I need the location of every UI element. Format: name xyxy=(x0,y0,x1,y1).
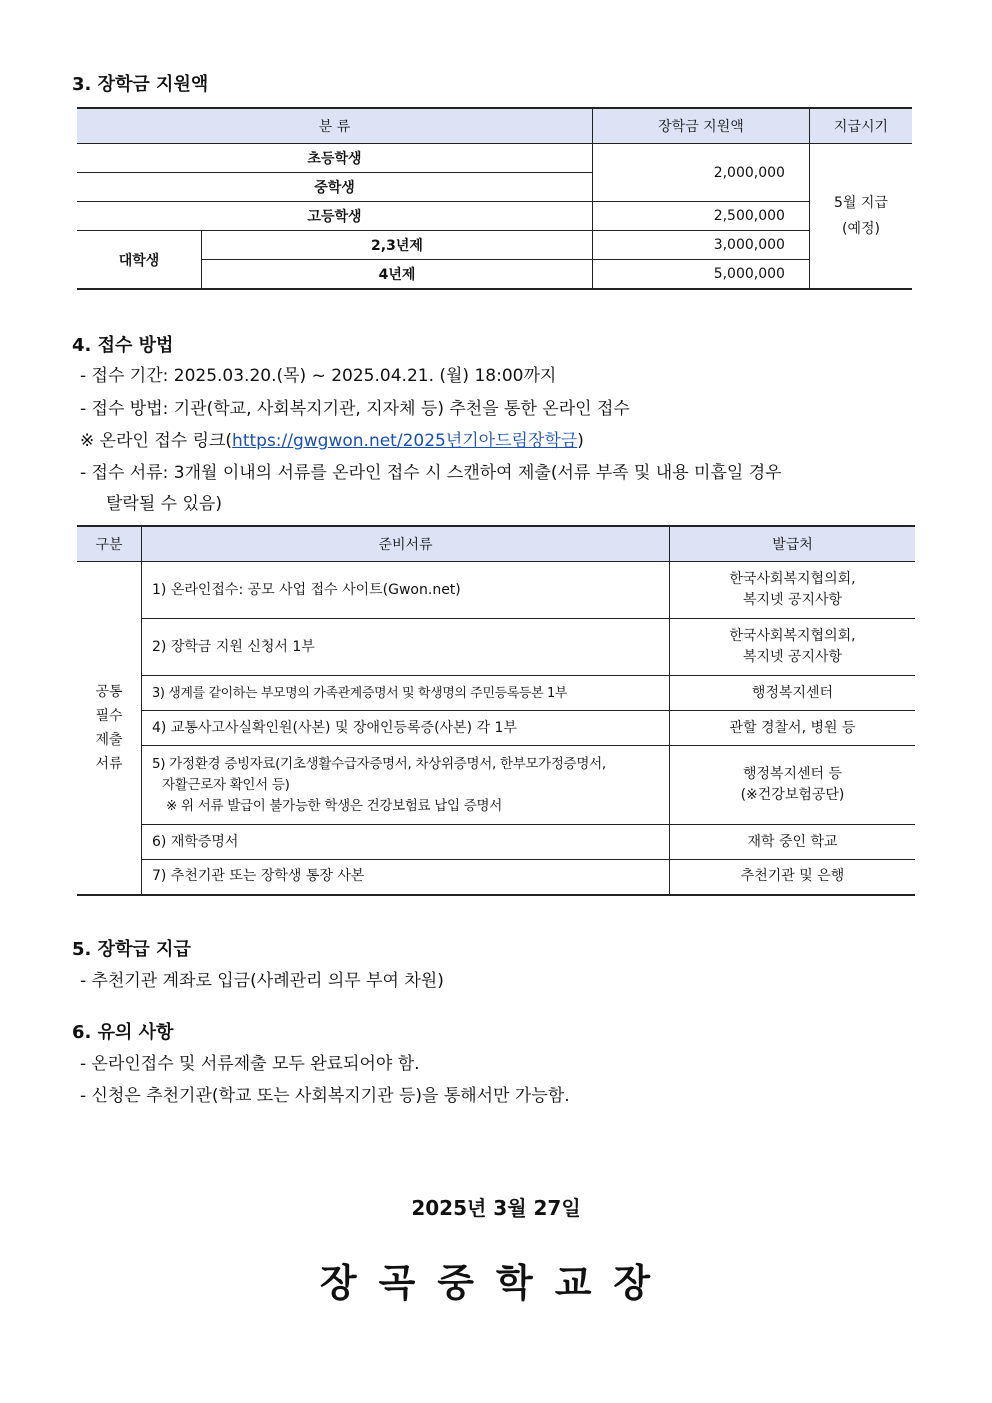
group-word-1: 공통 xyxy=(95,683,123,700)
issuer-5-line-1: 행정복지센터 등 xyxy=(742,766,843,782)
common-required-label xyxy=(77,562,142,895)
doc-7: 7) 추천기관 또는 장학생 통장 사본 xyxy=(142,860,670,895)
documents-line-1: - 접수 서류: 3개월 이내의 서류를 온라인 접수 시 스캔하여 제출(서류 부족 및 내용 미흡일 경우 xyxy=(80,463,782,483)
issuer-3: 행정복지센터 xyxy=(670,676,916,711)
payment-timing xyxy=(809,144,912,290)
scholarship-amount-table xyxy=(77,107,912,290)
issuer-5 xyxy=(670,746,916,825)
header-division: 구분 xyxy=(77,526,142,562)
doc-5-line-2: 자활근로자 확인서 등) xyxy=(162,776,290,793)
header-documents: 준비서류 xyxy=(142,526,670,562)
doc-5 xyxy=(142,746,670,825)
table-row xyxy=(77,562,915,619)
required-documents-table xyxy=(77,525,915,896)
note-2: - 신청은 추천기관(학교 또는 사회복지기관 등)을 통해서만 가능함. xyxy=(80,1086,570,1106)
issuer-1 xyxy=(670,562,916,619)
issuer-6: 재학 중인 학교 xyxy=(670,825,916,860)
category-high: 고등학생 xyxy=(77,202,592,231)
category-university: 대학생 xyxy=(77,231,202,290)
online-link-line xyxy=(80,426,584,451)
group-word-2: 필수 xyxy=(95,707,123,724)
section-3-title: 3. 장학금 지원액 xyxy=(72,74,209,95)
application-method: - 접수 방법: 기관(학교, 사회복지기관, 지자체 등) 추천을 통한 온라인 접수 xyxy=(80,399,630,419)
table-row xyxy=(77,860,915,895)
header-timing: 지급시기 xyxy=(809,108,912,144)
table-row xyxy=(77,711,915,746)
link-prefix: ※ 온라인 접수 링크( xyxy=(80,431,233,451)
section-6-title: 6. 유의 사항 xyxy=(72,1022,174,1043)
issuer-2 xyxy=(670,619,916,676)
amount-high: 2,500,000 xyxy=(592,202,809,231)
issuer-1-line-1: 한국사회복지협의회, xyxy=(729,571,856,587)
header-amount: 장학금 지원액 xyxy=(592,108,809,144)
header-issuer: 발급처 xyxy=(670,526,916,562)
category-4-year: 4년제 xyxy=(202,260,593,290)
table-row xyxy=(77,746,915,825)
doc-2: 2) 장학금 지원 신청서 1부 xyxy=(142,619,670,676)
doc-6: 6) 재학증명서 xyxy=(142,825,670,860)
section-5-title: 5. 장학급 지급 xyxy=(72,939,191,960)
amount-elementary-middle: 2,000,000 xyxy=(592,144,809,202)
doc-4: 4) 교통사고사실확인원(사본) 및 장애인등록증(사본) 각 1부 xyxy=(142,711,670,746)
issuer-2-line-2: 복지넷 공지사항 xyxy=(742,649,843,665)
amount-2-3-year: 3,000,000 xyxy=(592,231,809,260)
issuer-4: 관할 경찰서, 병원 등 xyxy=(670,711,916,746)
application-period: - 접수 기간: 2025.03.20.(목) ~ 2025.04.21. (월) 18:00까지 xyxy=(80,366,557,386)
doc-1: 1) 온라인접수: 공모 사업 접수 사이트(Gwon.net) xyxy=(142,562,670,619)
group-word-3: 제출 xyxy=(95,731,123,748)
issuer-7: 추천기관 및 은행 xyxy=(670,860,916,895)
doc-3: 3) 생계를 같이하는 부모명의 가족관계증명서 및 학생명의 주민등록등본 1부 xyxy=(142,676,670,711)
application-link[interactable]: https://gwgwon.net/2025년기아드림장학금 xyxy=(232,431,578,451)
issuer-1-line-2: 복지넷 공지사항 xyxy=(742,592,843,608)
category-2-3-year: 2,3년제 xyxy=(202,231,593,260)
section-4-title: 4. 접수 방법 xyxy=(72,335,174,356)
group-word-4: 서류 xyxy=(95,755,123,772)
table-row xyxy=(77,260,912,290)
issuer-5-line-2: (※건강보험공단) xyxy=(740,787,845,803)
table-row xyxy=(77,619,915,676)
table-row xyxy=(77,825,915,860)
link-suffix: ) xyxy=(577,431,584,451)
table-row xyxy=(77,676,915,711)
amount-4-year: 5,000,000 xyxy=(592,260,809,290)
table-row xyxy=(77,144,912,173)
payment-method: - 추천기관 계좌로 입금(사례관리 의무 부여 차원) xyxy=(80,971,444,991)
header-category: 분 류 xyxy=(77,108,592,144)
timing-line-1: 5월 지급 xyxy=(834,195,888,211)
timing-line-2: (예정) xyxy=(841,221,880,237)
table-row xyxy=(77,231,912,260)
documents-line-2: 탈락될 수 있음) xyxy=(106,494,222,514)
category-elementary: 초등학생 xyxy=(77,144,592,173)
table-row xyxy=(77,202,912,231)
principal-signature: 장곡중학교장 xyxy=(319,1261,673,1305)
doc-5-line-3: ※ 위 서류 발급이 불가능한 학생은 건강보험료 납입 증명서 xyxy=(166,797,502,814)
category-middle: 중학생 xyxy=(77,173,592,202)
issuer-2-line-1: 한국사회복지협의회, xyxy=(729,628,856,644)
document-date: 2025년 3월 27일 xyxy=(411,1196,581,1220)
doc-5-line-1: 5) 가정환경 증빙자료(기초생활수급자증명서, 차상위증명서, 한부모가정증명서, xyxy=(152,755,606,772)
note-1: - 온라인접수 및 서류제출 모두 완료되어야 함. xyxy=(80,1054,420,1074)
